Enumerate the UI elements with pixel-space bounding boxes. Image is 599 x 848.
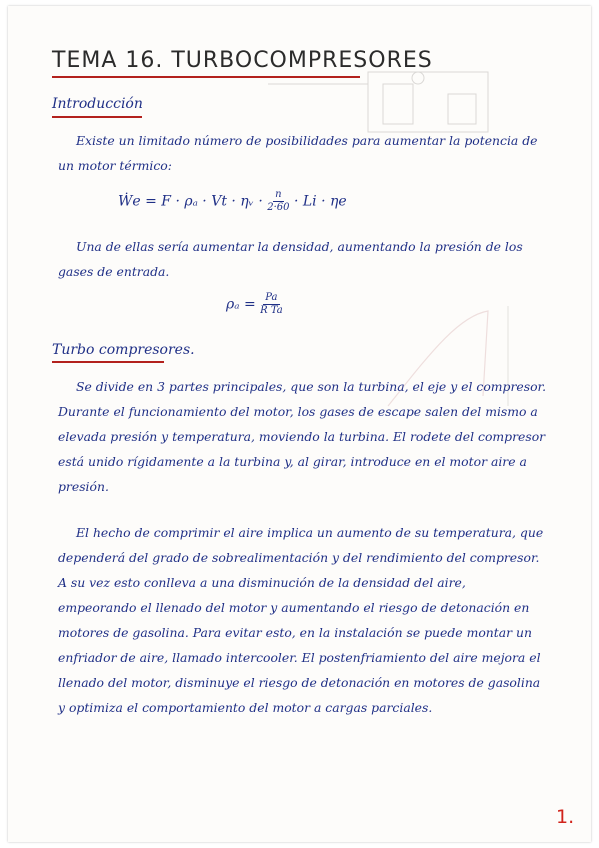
turbo-paragraph-1: Se divide en 3 partes principales, que son la turbina, el eje y el compresor. Durante el funcionamiento del motor, los gases de escape salen del mismo a elevada presión y temperatura, moviendo la turbina. El rodete del compresor está unido rígidamente a la turbina y, al girar, introduce en el motor aire a presión.	[58, 379, 547, 494]
page-title: TEMA 16. TURBOCOMPRESORES	[52, 48, 433, 73]
density-formula-lhs: ρₐ =	[226, 296, 256, 313]
section-heading-turbocompresores: Turbo compresores.	[52, 342, 195, 358]
title-underline	[52, 76, 360, 78]
density-formula-fraction	[260, 292, 283, 317]
heading-underline	[52, 116, 142, 118]
density-formula	[226, 292, 283, 317]
density-formula-numerator: Pa	[265, 292, 278, 303]
section-heading-introduccion: Introducción	[52, 96, 143, 112]
intro-paragraph-2: Una de ellas sería aumentar la densidad, aumentando la presión de los gases de entrada.	[58, 239, 523, 279]
power-formula	[118, 189, 347, 214]
heading-underline	[52, 361, 164, 363]
power-formula-fraction	[267, 189, 289, 214]
page-number: 1.	[556, 806, 575, 828]
power-formula-lhs: Ẇe = F · ρₐ · Vt · ηᵥ ·	[118, 193, 263, 210]
power-formula-rhs: · Li · ηe	[293, 193, 347, 210]
power-formula-denominator: 2·60	[267, 202, 290, 213]
notebook-page	[8, 6, 591, 842]
density-formula-denominator: R Ta	[260, 305, 283, 316]
turbo-paragraph-2: El hecho de comprimir el aire implica un aumento de su temperatura, que dependerá del grado de sobrealimentación y del rendimiento del compresor. A su vez esto conlleva a una disminución de la densidad del aire, empeorando el llenado del motor y aumentando el riesgo de detonación en motores de gasolina. Para evitar esto, en la instalación se puede montar un enfriador de aire, llamado intercooler. El postenfriamiento del aire mejora el llenado del motor, disminuye el riesgo de detonación en motores de gasolina y optimiza el comportamiento del motor a cargas parciales.	[58, 525, 544, 715]
intro-paragraph-1: Existe un limitado número de posibilidades para aumentar la potencia de un motor térmico:	[58, 133, 538, 173]
power-formula-numerator: n	[275, 189, 282, 200]
